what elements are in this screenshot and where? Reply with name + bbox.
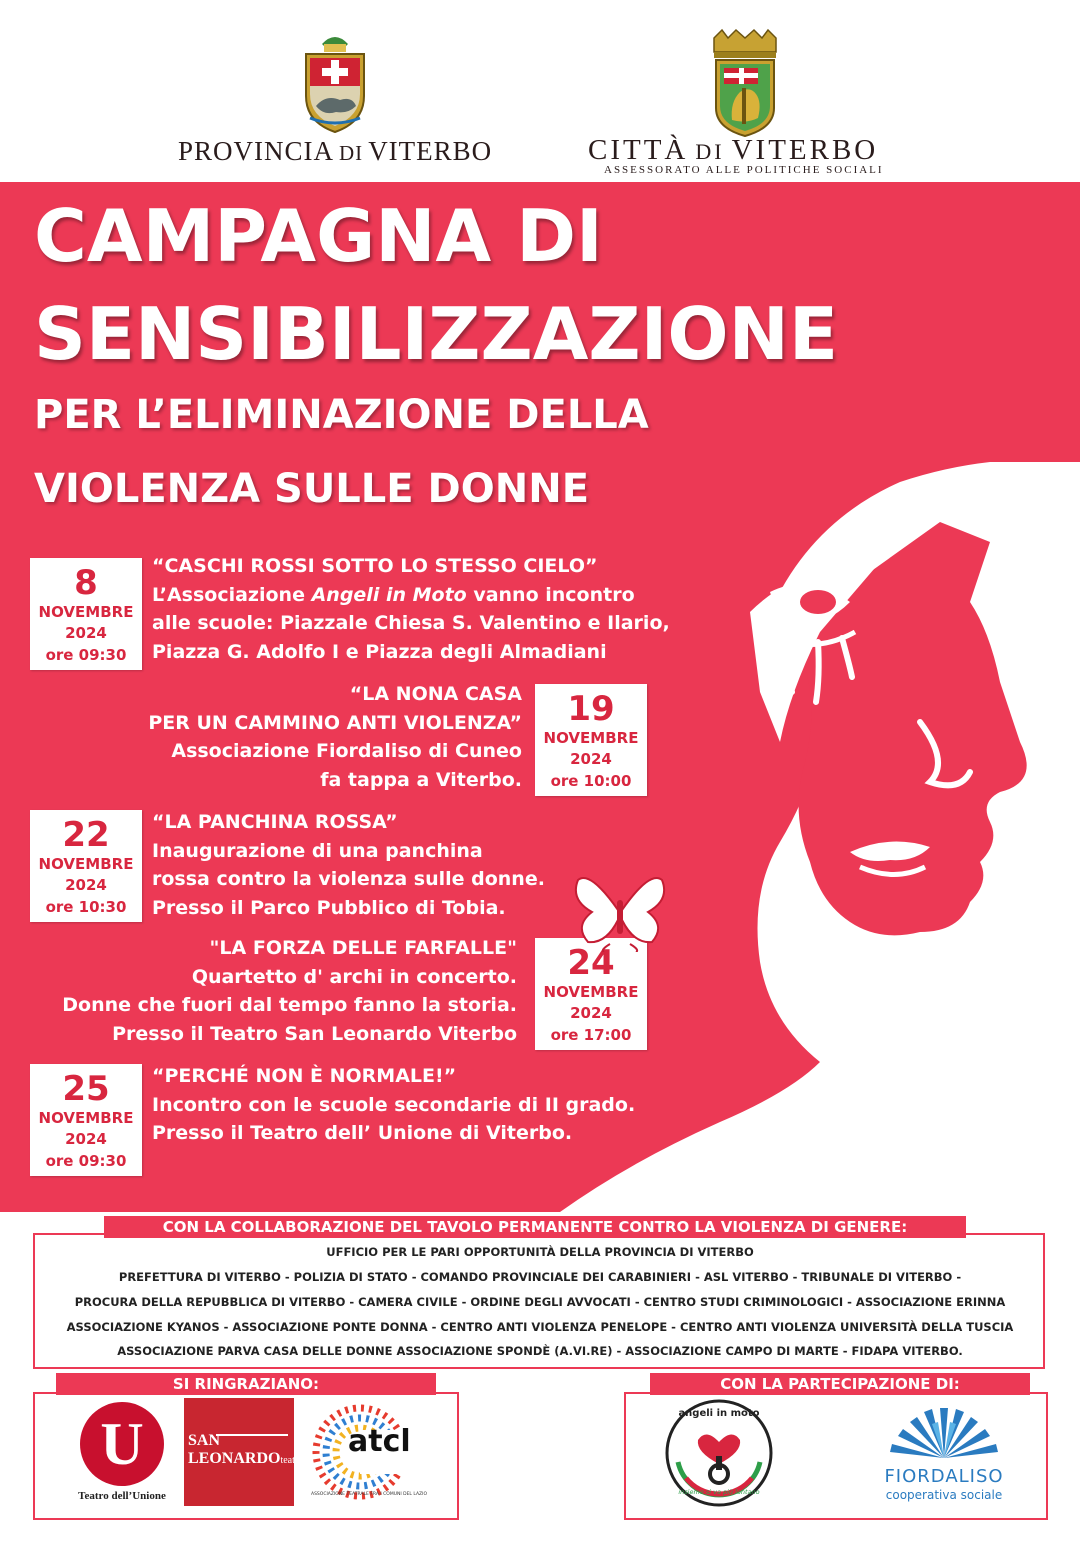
san-leonardo-arches-icon	[216, 1434, 288, 1446]
campaign-panel	[0, 182, 1080, 1212]
event-day: 24	[567, 943, 615, 983]
butterfly-icon	[570, 870, 670, 952]
event-text-nona-casa	[148, 680, 522, 794]
event-year: 2024	[65, 1130, 107, 1148]
san-leonardo-line2: LEONARDOteatro	[188, 1450, 304, 1467]
fiordaliso-logo	[864, 1400, 1024, 1508]
event-time: ore 10:30	[45, 898, 127, 916]
collaboration-line: ASSOCIAZIONE PARVA CASA DELLE DONNE ASSOCIAZIONE SPONDÈ (A.VI.RE) - ASSOCIAZIONE CAMPO DI MARTE - FIDAPA VITERBO.	[117, 1344, 963, 1358]
event-line: Piazza G. Adolfo I e Piazza degli Almadiani	[152, 640, 607, 663]
teatro-unione-caption: Teatro dell’Unione	[78, 1490, 166, 1502]
event-line: PER UN CAMMINO ANTI VIOLENZA”	[148, 711, 522, 734]
angeli-top-text: angeli in moto	[678, 1408, 760, 1419]
atcl-name: atcl	[348, 1424, 411, 1459]
atcl-logo	[304, 1396, 434, 1508]
event-line: Incontro con le scuole secondarie di II grado.	[152, 1093, 636, 1116]
event-year: 2024	[570, 750, 612, 768]
collaboration-line: PREFETTURA DI VITERBO - POLIZIA DI STATO - COMANDO PROVINCIALE DEI CARABINIERI - ASL VITERBO - TRIBUNALE DI VITERBO -	[118, 1270, 962, 1284]
event-day: 8	[74, 563, 98, 603]
event-day: 19	[567, 689, 615, 729]
fiordaliso-flower-icon	[884, 1400, 1004, 1460]
provincia-crest-icon	[300, 30, 370, 134]
citta-title: CITTÀ DI VITERBO	[588, 134, 879, 166]
event-month: NOVEMBRE	[38, 603, 134, 621]
event-title: “CASCHI ROSSI SOTTO LO STESSO CIELO”	[152, 555, 598, 577]
event-line: L’Associazione Angeli in Moto vanno incontro	[152, 583, 635, 606]
event-text-forza-farfalle	[62, 934, 517, 1048]
event-title: “LA NONA CASA	[349, 683, 522, 705]
event-date-19-novembre	[535, 684, 647, 796]
citta-subtitle: ASSESSORATO ALLE POLITICHE SOCIALI	[604, 164, 884, 176]
event-line: Inaugurazione di una panchina	[152, 839, 483, 862]
event-time: ore 10:00	[550, 772, 632, 790]
event-date-8-novembre	[30, 558, 142, 670]
event-year: 2024	[65, 624, 107, 642]
provincia-title: PROVINCIA DI VITERBO	[178, 136, 493, 166]
event-title: "LA FORZA DELLE FARFALLE"	[209, 937, 517, 959]
event-year: 2024	[570, 1004, 612, 1022]
event-date-24-novembre	[535, 938, 647, 1050]
event-time: ore 17:00	[550, 1026, 632, 1044]
san-leonardo-line1: SAN	[188, 1432, 221, 1449]
teatro-unione-logo	[60, 1400, 190, 1510]
event-line: fa tappa a Viterbo.	[320, 768, 522, 791]
event-text-perche-non-normale	[152, 1062, 635, 1148]
event-title: “PERCHÉ NON È NORMALE!”	[152, 1065, 457, 1087]
event-time: ore 09:30	[45, 1152, 127, 1170]
fiordaliso-name: FIORDALISO	[884, 1466, 1004, 1487]
thanks-heading: SI RINGRAZIANO:	[56, 1373, 436, 1395]
event-year: 2024	[65, 876, 107, 894]
teatro-unione-mark: U	[100, 1411, 144, 1477]
event-day: 25	[62, 1069, 110, 1109]
fiordaliso-sub: cooperativa sociale	[885, 1488, 1003, 1502]
event-text-panchina-rossa	[152, 808, 545, 922]
collaboration-line: UFFICIO PER LE PARI OPPORTUNITÀ DELLA PROVINCIA DI VITERBO	[326, 1245, 754, 1259]
event-month: NOVEMBRE	[543, 983, 639, 1001]
headline-line-2: SENSIBILIZZAZIONE	[34, 292, 839, 376]
event-line: Presso il Teatro dell’ Unione di Viterbo.	[152, 1122, 573, 1144]
collaboration-line: PROCURA DELLA REPUBBLICA DI VITERBO - CAMERA CIVILE - ORDINE DEGLI AVVOCATI - CENTRO STUDI CRIMINOLOGICI - ASSOCIAZIONE ERINNA	[74, 1295, 1006, 1309]
event-line: Quartetto d' archi in concerto.	[191, 965, 517, 988]
event-line: alle scuole: Piazzale Chiesa S. Valentino e Ilario,	[152, 612, 670, 634]
headline-line-3: PER L’ELIMINAZIONE DELLA	[34, 392, 649, 438]
event-title: “LA PANCHINA ROSSA”	[152, 811, 398, 833]
headline-line-4: VIOLENZA SULLE DONNE	[34, 466, 590, 512]
event-time: ore 09:30	[45, 646, 127, 664]
event-text-caschi-rossi	[152, 552, 670, 666]
headline-line-1: CAMPAGNA DI	[34, 194, 603, 278]
event-line: rossa contro la violenza sulle donne.	[152, 868, 545, 890]
event-date-25-novembre	[30, 1064, 142, 1176]
event-month: NOVEMBRE	[38, 855, 134, 873]
event-month: NOVEMBRE	[543, 729, 639, 747]
event-date-22-novembre	[30, 810, 142, 922]
san-leonardo-logo	[184, 1398, 304, 1506]
collaboration-heading: CON LA COLLABORAZIONE DEL TAVOLO PERMANENTE CONTRO LA VIOLENZA DI GENERE:	[104, 1216, 966, 1238]
atcl-ring-text: ASSOCIAZIONE TEATRALE FRA I COMUNI DEL LAZIO	[310, 1492, 427, 1497]
collaboration-line: ASSOCIAZIONE KYANOS - ASSOCIAZIONE PONTE DONNA - CENTRO ANTI VIOLENZA PENELOPE - CENTRO ANTI VIOLENZA UNIVERSITÀ DELLA TUSCIA	[66, 1320, 1014, 1334]
event-day: 22	[62, 815, 110, 855]
angeli-in-moto-logo	[664, 1398, 774, 1508]
participation-heading: CON LA PARTECIPAZIONE DI:	[650, 1373, 1030, 1395]
event-line: Associazione Fiordaliso di Cuneo	[171, 740, 522, 762]
angeli-bottom-text: insieme si va più lontano	[678, 1488, 760, 1496]
event-line: Donne che fuori dal tempo fanno la storia.	[62, 994, 517, 1016]
event-line: Presso il Teatro San Leonardo Viterbo	[112, 1022, 517, 1045]
event-line: Presso il Parco Pubblico di Tobia.	[152, 896, 506, 919]
event-month: NOVEMBRE	[38, 1109, 134, 1127]
citta-crest-icon	[706, 28, 784, 138]
